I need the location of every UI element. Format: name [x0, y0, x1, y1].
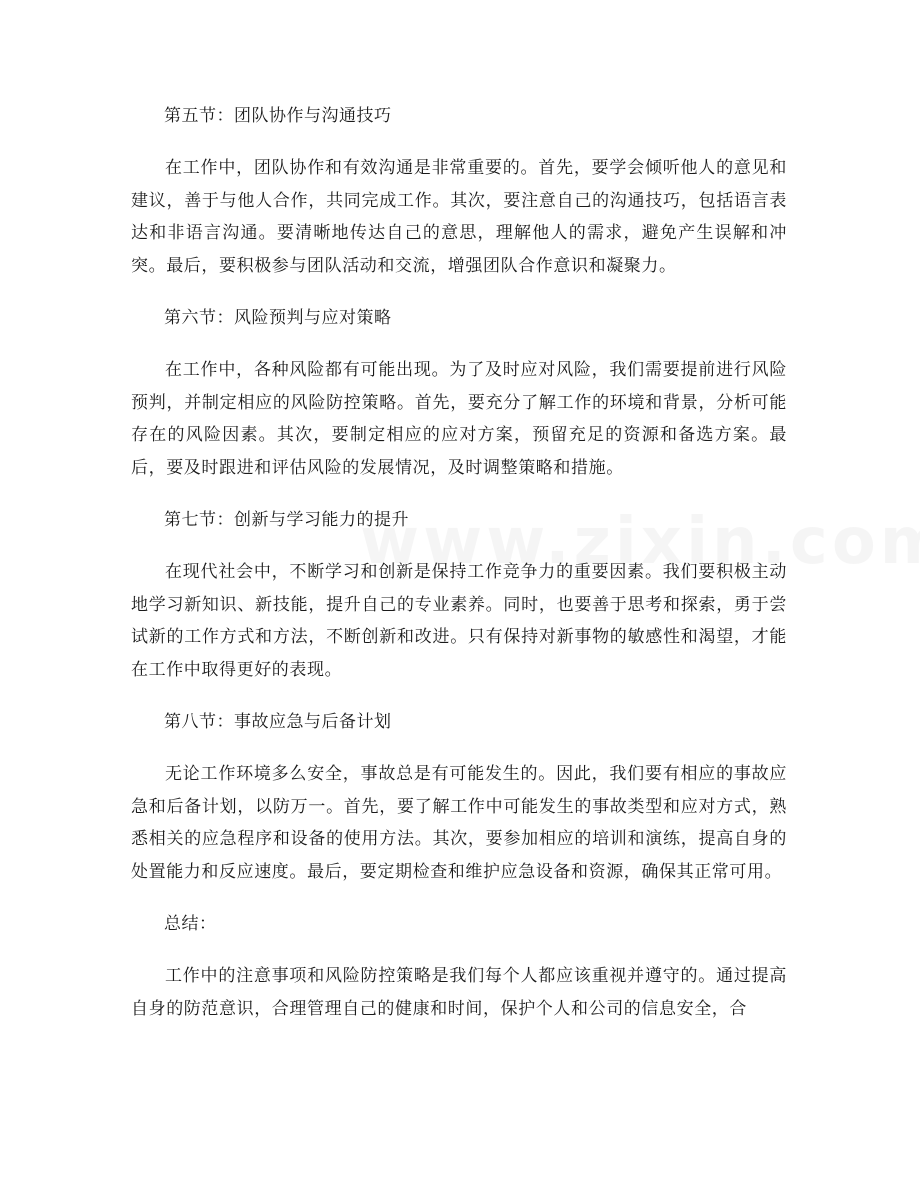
section-heading-7: 第七节：创新与学习能力的提升	[164, 510, 409, 530]
summary-body: 工作中的注意事项和风险防控策略是我们每个人都应该重视并遵守的。通过提高自身的防范意识，合理管理自己的健康和时间，保护个人和公司的信息安全，合	[131, 966, 787, 1019]
summary-heading: 总结：	[164, 914, 217, 934]
section-body-8: 无论工作环境多么安全，事故总是有可能发生的。因此，我们要有相应的事故应急和后备计划，以防万一。首先，要了解工作中可能发生的事故类型和应对方式，熟悉相关的应急程序和设备的使用方法。其次，要参加相应的培训和演练，提高自身的处置能力和反应速度。最后，要定期检查和维护应急设备和资源，确保其正常可用。	[131, 764, 787, 882]
section-body-6: 在工作中，各种风险都有可能出现。为了及时应对风险，我们需要提前进行风险预判，并制定相应的风险防控策略。首先，要充分了解工作的环境和背景，分析可能存在的风险因素。其次，要制定相应的应对方案，预留充足的资源和备选方案。最后，要及时跟进和评估风险的发展情况，及时调整策略和措施。	[131, 360, 787, 478]
section-heading-6: 第六节：风险预判与应对策略	[164, 308, 392, 328]
section-heading-5: 第五节：团队协作与沟通技巧	[164, 106, 392, 126]
section-body-5: 在工作中，团队协作和有效沟通是非常重要的。首先，要学会倾听他人的意见和建议，善于与他人合作，共同完成工作。其次，要注意自己的沟通技巧，包括语言表达和非语言沟通。要清晰地传达自己的意思，理解他人的需求，避免产生误解和冲突。最后，要积极参与团队活动和交流，增强团队合作意识和凝聚力。	[131, 158, 787, 276]
document-content	[131, 98, 787, 1043]
section-body-7: 在现代社会中，不断学习和创新是保持工作竞争力的重要因素。我们要积极主动地学习新知识、新技能，提升自己的专业素养。同时，也要善于思考和探索，勇于尝试新的工作方式和方法，不断创新和改进。只有保持对新事物的敏感性和渴望，才能在工作中取得更好的表现。	[131, 562, 787, 680]
section-heading-8: 第八节：事故应急与后备计划	[164, 712, 392, 732]
